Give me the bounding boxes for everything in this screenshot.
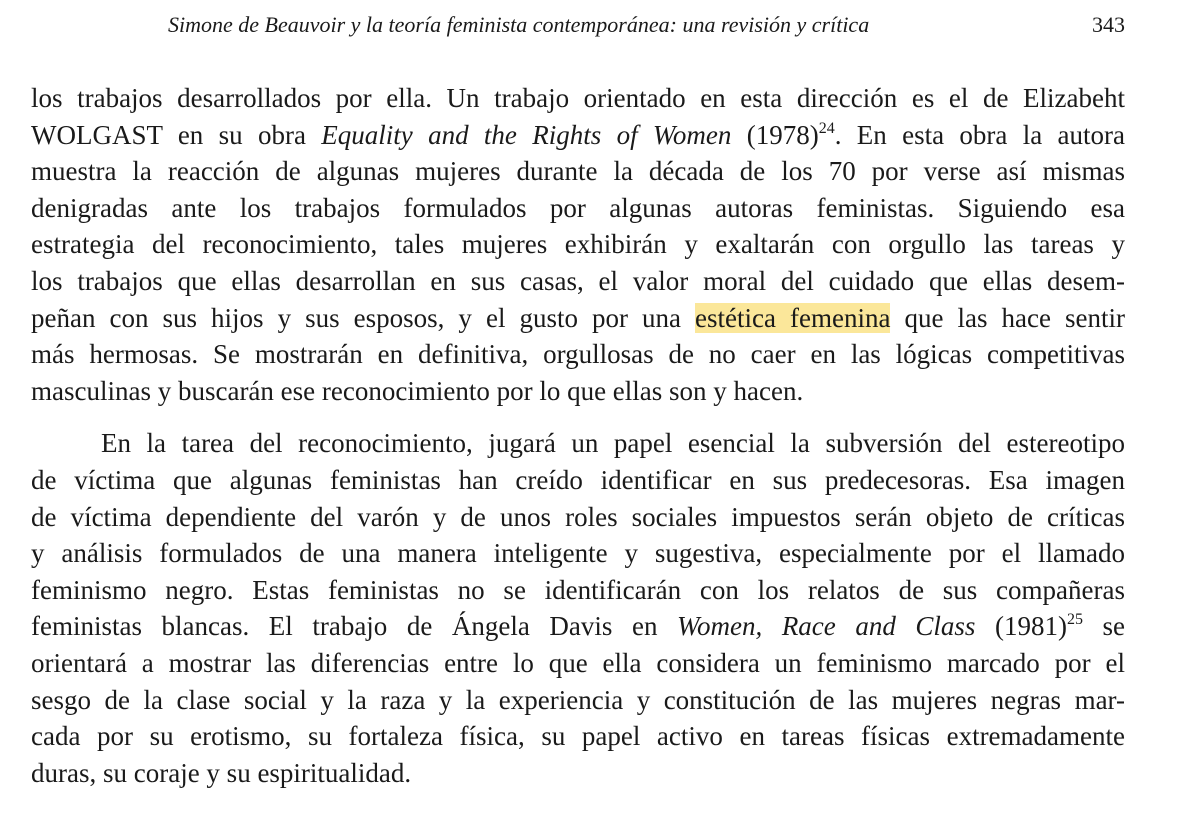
text-span: cada por su erotismo, su fortaleza física, su papel activo en tareas físicas extremadamente	[31, 721, 1125, 752]
text-span: sesgo de la clase social y la raza y la experiencia y constitución de las mujeres negras mar-	[31, 684, 1125, 715]
body-text	[31, 80, 1125, 791]
paragraph-1	[31, 80, 1125, 409]
text-span: muestra la reacción de algunas mujeres durante la década de los 70 por verse así mismas	[31, 156, 1125, 187]
text-span: (1978)	[731, 119, 819, 150]
text-span: de víctima dependiente del varón y de unos roles sociales impuestos serán objeto de críticas	[31, 501, 1125, 532]
text-span: (1981)	[975, 611, 1067, 642]
text-line[interactable]	[31, 80, 1125, 117]
text-line[interactable]	[31, 682, 1125, 719]
running-header-title: Simone de Beauvoir y la teoría feminista contemporánea: una revisión y crítica	[168, 12, 870, 37]
text-span: feminismo negro. Estas feministas no se identificarán con los relatos de sus compañeras	[31, 574, 1125, 605]
text-line[interactable]	[31, 572, 1125, 609]
book-title-equality: Equality and the Rights of Women	[321, 119, 732, 150]
text-span: los trabajos que ellas desarrollan en sus casas, el valor moral del cuidado que ellas desem-	[31, 265, 1125, 296]
text-span: los trabajos desarrollados por ella. Un trabajo orientado en esta dirección es el de Elizabeht	[31, 83, 1125, 113]
highlighted-text[interactable]: estética femenina	[695, 302, 891, 333]
text-line[interactable]	[31, 718, 1125, 755]
text-span: WOLGAST en su obra	[31, 119, 322, 150]
text-span: duras, su coraje y su espiritualidad.	[31, 757, 412, 788]
text-line[interactable]	[31, 425, 1125, 462]
text-span: de víctima que algunas feministas han creído identificar en sus predecesoras. Esa imagen	[31, 464, 1125, 495]
text-span: más hermosas. Se mostrarán en definitiva, orgullosas de no caer en las lógicas competitivas	[31, 339, 1125, 370]
text-line[interactable]	[31, 300, 1125, 337]
book-title-women-race-class: Women, Race and Class	[677, 611, 976, 642]
text-span: . En esta obra la autora	[834, 119, 1126, 150]
footnote-ref-24[interactable]: 24	[818, 119, 835, 137]
paragraph-gap	[31, 409, 1125, 425]
text-span: se	[1082, 611, 1126, 642]
footnote-ref-25[interactable]: 25	[1066, 611, 1083, 629]
text-line[interactable]	[31, 190, 1125, 227]
text-span: orientará a mostrar las diferencias entre lo que ella considera un feminismo marcado por el	[31, 647, 1125, 678]
running-header	[0, 8, 1200, 42]
text-span: denigradas ante los trabajos formulados por algunas autoras feministas. Siguiendo esa	[31, 192, 1125, 223]
text-line[interactable]	[31, 535, 1125, 572]
text-line[interactable]	[31, 117, 1125, 154]
text-line[interactable]	[31, 226, 1125, 263]
text-line[interactable]	[31, 755, 1125, 792]
text-span: estrategia del reconocimiento, tales mujeres exhibirán y exaltarán con orgullo las tareas y	[31, 229, 1125, 260]
text-line[interactable]	[31, 373, 1125, 410]
text-span: y análisis formulados de una manera inteligente y sugestiva, especialmente por el llamado	[31, 538, 1125, 569]
text-line[interactable]	[31, 462, 1125, 499]
text-line[interactable]	[31, 263, 1125, 300]
page-number: 343	[1092, 12, 1125, 37]
text-span: que las hace sentir	[890, 302, 1125, 333]
text-line[interactable]	[31, 153, 1125, 190]
text-span: peñan con sus hijos y sus esposos, y el gusto por una	[31, 302, 696, 333]
text-span: En la tarea del reconocimiento, jugará un papel esencial la subversión del estereotipo	[101, 428, 1125, 459]
text-span: masculinas y buscarán ese reconocimiento por lo que ellas son y hacen.	[31, 375, 804, 406]
text-line[interactable]	[31, 336, 1125, 373]
text-line[interactable]	[31, 608, 1125, 645]
text-span: feministas blancas. El trabajo de Ángela Davis en	[31, 611, 678, 642]
text-line[interactable]	[31, 499, 1125, 536]
text-line[interactable]	[31, 645, 1125, 682]
paragraph-2	[31, 425, 1125, 791]
